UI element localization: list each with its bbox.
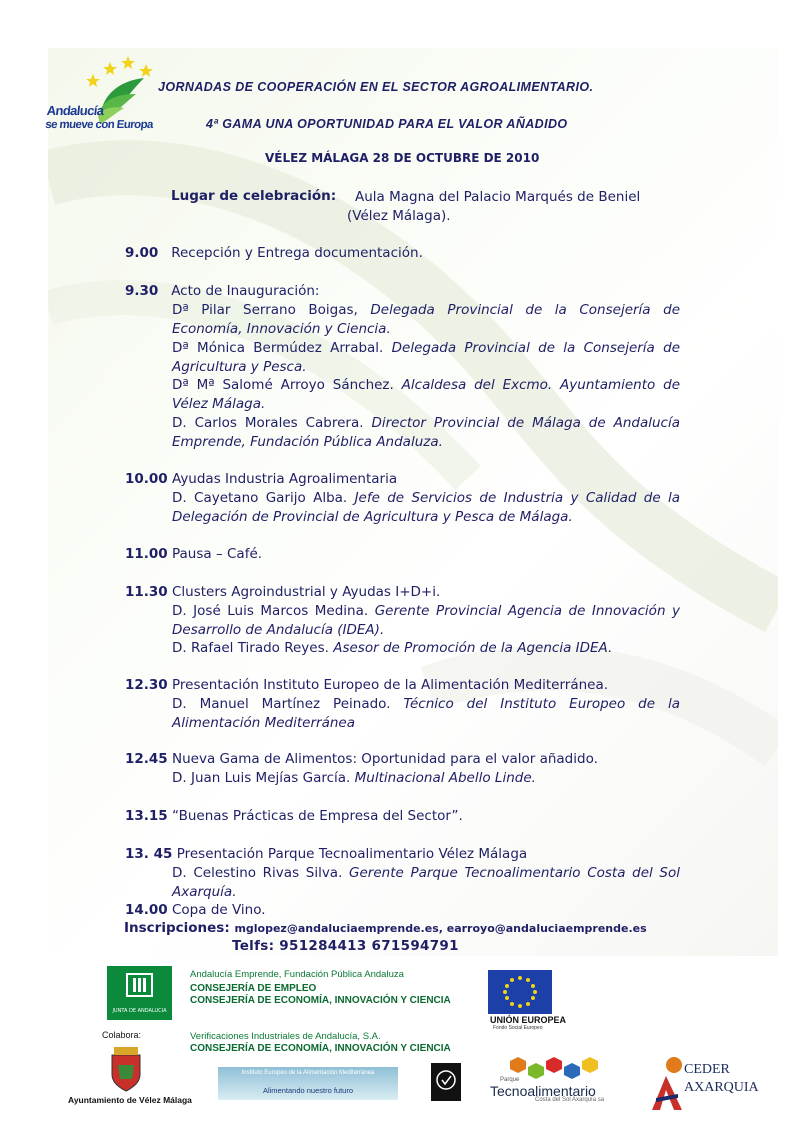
item-time: 13. 45 xyxy=(125,846,173,862)
item-title: Clusters Agroindustrial y Ayudas I+D+i. xyxy=(172,584,441,600)
ieam-title: Instituto Europeo de la Alimentación Mediterránea xyxy=(241,1070,375,1076)
speaker-entry: Dª Mónica Bermúdez Arrabal. Delegada Provincial de la Consejería de Agricultura y Pesca. xyxy=(172,340,680,375)
speaker-entry: D. Carlos Morales Cabrera. Director Provincial de Málaga de Andalucía Emprende, Fundación Pública Andaluza. xyxy=(172,415,680,450)
item-title: Copa de Vino. xyxy=(172,902,266,918)
consejeria-economia: CONSEJERÍA DE ECONOMÍA, INNOVACIÓN Y CIENCIA xyxy=(190,995,451,1006)
venue-label: Lugar de celebración: xyxy=(171,188,337,204)
item-time: 12.30 xyxy=(125,677,168,693)
event-subtitle: 4ª GAMA UNA OPORTUNIDAD PARA EL VALOR AÑADIDO xyxy=(206,117,568,131)
junta-label: JUNTA DE ANDALUCIA xyxy=(112,1008,167,1014)
emprende-name: Andalucía Emprende, Fundación Pública Andaluza xyxy=(190,969,404,980)
speaker-entry: D. Cayetano Garijo Alba. Jefe de Servicios de Industria y Calidad de la Delegación de Provincial de Agricultura y Pesca de Málaga. xyxy=(172,490,680,525)
speaker-entry: D. Celestino Rivas Silva. Gerente Parque Tecnoalimentario Costa del Sol Axarquía. xyxy=(172,865,680,900)
consejeria-economia-2: CONSEJERÍA DE ECONOMÍA, INNOVACIÓN Y CIENCIA xyxy=(190,1043,451,1054)
venue-line2: (Vélez Málaga). xyxy=(347,208,451,224)
eu-label: UNIÓN EUROPEA xyxy=(490,1015,567,1025)
verificaciones-name: Verificaciones Industriales de Andalucía, S.A. xyxy=(190,1031,381,1042)
eu-stars-icon xyxy=(488,970,552,1014)
ceder-line1: CEDER xyxy=(684,1062,730,1077)
junta-andalucia-logo xyxy=(107,966,172,1020)
speaker-entry: D. Juan Luis Mejías García. Multinacional Abello Linde. xyxy=(172,770,536,786)
consejeria-empleo: CONSEJERÍA DE EMPLEO xyxy=(190,983,317,994)
tecnoalimentario-wordmark: Tecnoalimentario xyxy=(490,1083,596,1099)
junta-emblem-icon xyxy=(107,966,172,1006)
item-time: 14.00 xyxy=(125,902,168,918)
logo-line2: se mueve con Europa xyxy=(44,119,154,131)
item-title: Nueva Gama de Alimentos: Oportunidad para el valor añadido. xyxy=(172,751,598,767)
program-item xyxy=(125,750,598,769)
program-item xyxy=(125,545,262,564)
speaker-entry: D. Rafael Tirado Reyes. Asesor de Promoción de la Agencia IDEA. xyxy=(172,640,613,656)
certification-badge-icon xyxy=(430,1062,462,1102)
item-time: 13.15 xyxy=(125,808,168,824)
item-title: Presentación Parque Tecnoalimentario Vélez Málaga xyxy=(176,846,528,862)
speaker-entry: Dª Pilar Serrano Boigas, Delegada Provincial de la Consejería de Economía, Innovación y Ciencia. xyxy=(172,302,681,337)
ceder-line2: AXARQUIA xyxy=(684,1080,759,1095)
item-title: Acto de Inauguración: xyxy=(171,283,320,299)
item-time: 11.30 xyxy=(125,584,168,600)
parque-label: Parque xyxy=(500,1077,520,1083)
program-item xyxy=(125,807,463,826)
event-date: VÉLEZ MÁLAGA 28 DE OCTUBRE DE 2010 xyxy=(265,151,540,165)
program-item xyxy=(125,901,266,920)
item-time: 9.00 xyxy=(125,245,159,261)
registration-label: Inscripciones xyxy=(124,920,225,936)
registration-line: Inscripciones: mglopez@andaluciaemprende.es, earroyo@andaluciaemprende.es xyxy=(124,920,647,936)
ayuntamiento-label: Ayuntamiento de Vélez Málaga xyxy=(68,1095,192,1105)
item-time: 9.30 xyxy=(125,283,159,299)
eu-flag-logo xyxy=(488,970,552,1014)
speaker-entry: D. José Luis Marcos Medina. Gerente Provincial Agencia de Innovación y Desarrollo de Andalucía (IDEA). xyxy=(172,603,680,638)
program-item xyxy=(125,470,397,489)
logo-line1: Andalucía xyxy=(46,103,105,118)
velez-coat-of-arms-icon xyxy=(106,1045,146,1093)
event-title: JORNADAS DE COOPERACIÓN EN EL SECTOR AGROALIMENTARIO. xyxy=(158,80,594,94)
program-item xyxy=(125,282,319,301)
registration-emails[interactable]: mglopez@andaluciaemprende.es, earroyo@andaluciaemprende.es xyxy=(234,922,647,935)
item-title: Presentación Instituto Europeo de la Alimentación Mediterránea. xyxy=(172,677,609,693)
colabora-label: Colabora: xyxy=(102,1030,142,1040)
item-time: 10.00 xyxy=(125,471,168,487)
venue-line1: Aula Magna del Palacio Marqués de Beniel xyxy=(355,189,641,205)
item-title: “Buenas Prácticas de Empresa del Sector”. xyxy=(172,808,463,824)
registration-phones: Telfs: 951284413 671594791 xyxy=(232,938,459,954)
speaker-entry: Dª Mª Salomé Arroyo Sánchez. Alcaldesa del Excmo. Ayuntamiento de Vélez Málaga. xyxy=(172,377,680,412)
item-time: 12.45 xyxy=(125,751,168,767)
item-title: Recepción y Entrega documentación. xyxy=(171,245,423,261)
item-time: 11.00 xyxy=(125,546,168,562)
program-item xyxy=(125,583,440,602)
venue-value xyxy=(347,188,641,226)
eu-fund-label: Fondo Social Europeo xyxy=(493,1025,543,1031)
item-title: Pausa – Café. xyxy=(172,546,263,562)
tecnoalimentario-subtitle: Costa del Sol Axarquía sa xyxy=(535,1097,605,1103)
ceder-axarquia-emblem-icon xyxy=(648,1056,686,1112)
item-title: Ayudas Industria Agroalimentaria xyxy=(172,471,398,487)
logo-wordmark xyxy=(45,104,155,132)
ieam-tagline: Alimentando nuestro futuro xyxy=(262,1086,354,1095)
ieam-banner xyxy=(218,1067,398,1100)
speaker-entry: D. Manuel Martínez Peinado. Técnico del Instituto Europeo de la Alimentación Mediterránea xyxy=(172,696,680,731)
ceder-axarquia-wordmark xyxy=(684,1061,759,1097)
program-item xyxy=(125,244,423,263)
program-item xyxy=(125,676,608,695)
program-item xyxy=(125,845,527,864)
